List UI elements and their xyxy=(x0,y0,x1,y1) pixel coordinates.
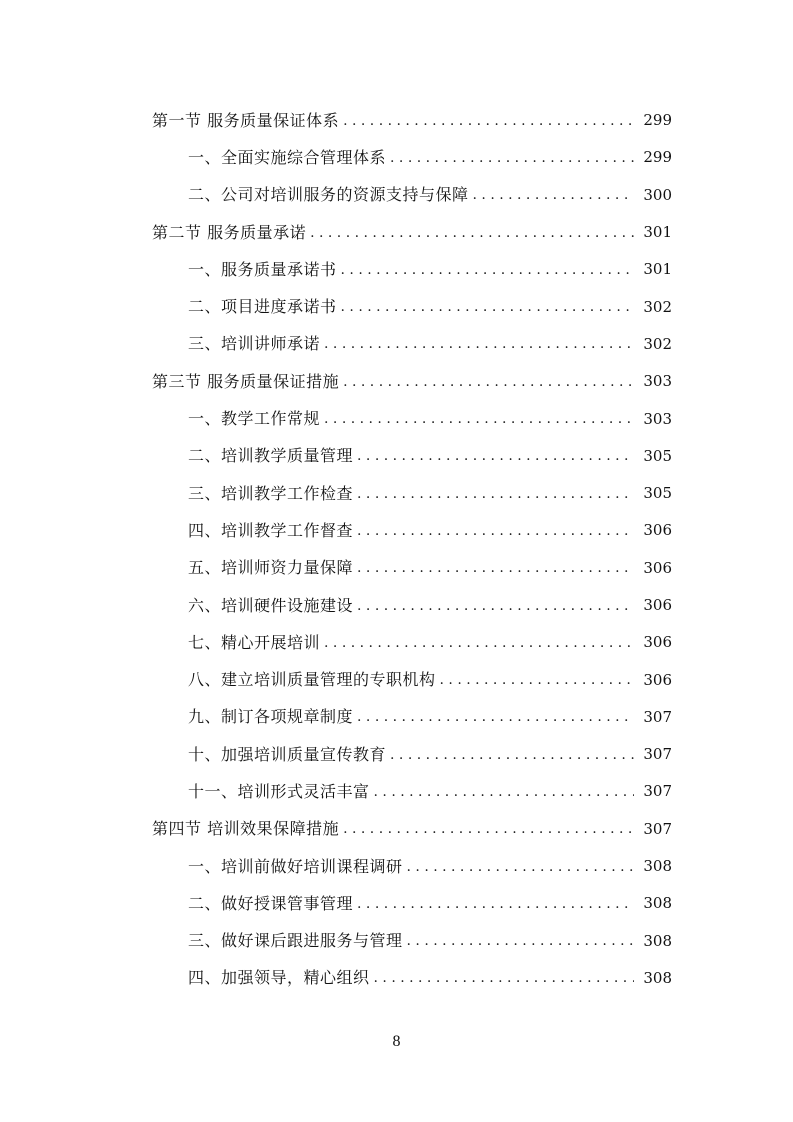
toc-entry[interactable] xyxy=(152,363,672,400)
dot-leader xyxy=(357,561,634,575)
toc-entry-title: 第四节 培训效果保障措施 xyxy=(152,819,340,839)
dot-leader xyxy=(343,822,634,836)
toc-entry-page: 299 xyxy=(643,111,672,130)
toc-entry-title: 三、培训讲师承诺 xyxy=(188,334,321,354)
toc-entry-page: 306 xyxy=(643,521,672,540)
dot-leader xyxy=(374,971,634,985)
toc-entry-title: 四、加强领导，精心组织 xyxy=(188,968,370,988)
dot-leader xyxy=(357,524,634,538)
toc-entry-title: 第二节 服务质量承诺 xyxy=(152,222,307,242)
toc-entry[interactable] xyxy=(152,736,672,773)
dot-leader xyxy=(357,449,634,463)
toc-entry-page: 308 xyxy=(643,857,672,876)
toc-entry-title: 四、培训教学工作督查 xyxy=(188,520,354,540)
dot-leader xyxy=(374,785,634,799)
dot-leader xyxy=(440,673,634,687)
toc-entry-page: 300 xyxy=(643,185,672,204)
dot-leader xyxy=(357,599,634,613)
toc-entry-page: 306 xyxy=(643,633,672,652)
toc-entry-page: 303 xyxy=(643,372,672,391)
toc-entry[interactable] xyxy=(152,438,672,475)
toc-entry[interactable] xyxy=(152,288,672,325)
toc-entry[interactable] xyxy=(152,550,672,587)
toc-entry[interactable] xyxy=(152,251,672,288)
toc-entry-title: 二、项目进度承诺书 xyxy=(188,297,337,317)
toc-entry[interactable] xyxy=(152,177,672,214)
toc-entry[interactable] xyxy=(152,885,672,922)
toc-entry-page: 307 xyxy=(643,819,672,838)
toc-entry-page: 301 xyxy=(643,260,672,279)
toc-entry[interactable] xyxy=(152,139,672,176)
toc-entry[interactable] xyxy=(152,214,672,251)
dot-leader xyxy=(324,337,634,351)
dot-leader xyxy=(357,487,634,501)
toc-entry-title: 第一节 服务质量保证体系 xyxy=(152,110,340,130)
toc-entry-page: 302 xyxy=(643,334,672,353)
dot-leader xyxy=(310,226,634,240)
toc-entry-page: 306 xyxy=(643,670,672,689)
toc-entry-title: 二、做好授课管事管理 xyxy=(188,893,354,913)
toc-entry-page: 307 xyxy=(643,707,672,726)
toc-entry-page: 303 xyxy=(643,409,672,428)
dot-leader xyxy=(357,710,634,724)
toc-entry-title: 二、公司对培训服务的资源支持与保障 xyxy=(188,185,469,205)
toc-entry[interactable] xyxy=(152,811,672,848)
toc-entry-page: 306 xyxy=(643,558,672,577)
page-number: 8 xyxy=(392,1033,401,1050)
dot-leader xyxy=(324,636,634,650)
toc-entry[interactable] xyxy=(152,699,672,736)
toc-entry-title: 二、培训教学质量管理 xyxy=(188,446,354,466)
dot-leader xyxy=(343,375,634,389)
toc-entry[interactable] xyxy=(152,512,672,549)
dot-leader xyxy=(341,300,634,314)
table-of-contents xyxy=(152,102,672,997)
toc-entry-page: 305 xyxy=(643,446,672,465)
toc-entry[interactable] xyxy=(152,587,672,624)
toc-entry-title: 一、服务质量承诺书 xyxy=(188,259,337,279)
dot-leader xyxy=(390,748,634,762)
dot-leader xyxy=(407,860,634,874)
toc-entry[interactable] xyxy=(152,326,672,363)
toc-entry-page: 299 xyxy=(643,148,672,167)
dot-leader xyxy=(390,151,634,165)
toc-entry-title: 三、做好课后跟进服务与管理 xyxy=(188,931,403,951)
toc-entry-title: 十一、培训形式灵活丰富 xyxy=(188,781,370,801)
toc-entry-page: 307 xyxy=(643,745,672,764)
toc-entry[interactable] xyxy=(152,624,672,661)
toc-entry[interactable] xyxy=(152,400,672,437)
toc-entry-page: 306 xyxy=(643,596,672,614)
toc-entry-page: 305 xyxy=(643,484,672,503)
toc-entry-page: 308 xyxy=(643,894,672,913)
dot-leader xyxy=(341,263,634,277)
dot-leader xyxy=(324,412,634,426)
toc-entry[interactable] xyxy=(152,102,672,139)
dot-leader xyxy=(473,188,634,202)
toc-entry-page: 301 xyxy=(643,223,672,242)
toc-entry-page: 308 xyxy=(643,931,672,950)
toc-entry-title: 五、培训师资力量保障 xyxy=(188,558,354,578)
toc-entry-title: 第三节 服务质量保证措施 xyxy=(152,371,340,391)
toc-entry[interactable] xyxy=(152,773,672,810)
toc-entry[interactable] xyxy=(152,475,672,512)
toc-entry-title: 十、加强培训质量宣传教育 xyxy=(188,744,387,764)
dot-leader xyxy=(357,897,634,911)
toc-entry-title: 三、培训教学工作检查 xyxy=(188,483,354,503)
toc-entry-page: 307 xyxy=(643,782,672,801)
toc-entry[interactable] xyxy=(152,661,672,698)
dot-leader xyxy=(343,114,634,128)
toc-entry[interactable] xyxy=(152,848,672,885)
toc-entry-title: 一、教学工作常规 xyxy=(188,409,321,429)
toc-entry[interactable] xyxy=(152,923,672,960)
toc-entry-title: 六、培训硬件设施建设 xyxy=(188,595,354,615)
toc-entry-page: 308 xyxy=(643,968,672,987)
toc-entry-title: 九、制订各项规章制度 xyxy=(188,707,354,727)
toc-entry-page: 302 xyxy=(643,297,672,316)
toc-entry[interactable] xyxy=(152,960,672,997)
dot-leader xyxy=(407,934,634,948)
toc-entry-title: 八、建立培训质量管理的专职机构 xyxy=(188,670,436,690)
toc-entry-title: 七、精心开展培训 xyxy=(188,632,321,652)
toc-entry-title: 一、全面实施综合管理体系 xyxy=(188,147,387,167)
toc-entry-title: 一、培训前做好培训课程调研 xyxy=(188,856,403,876)
